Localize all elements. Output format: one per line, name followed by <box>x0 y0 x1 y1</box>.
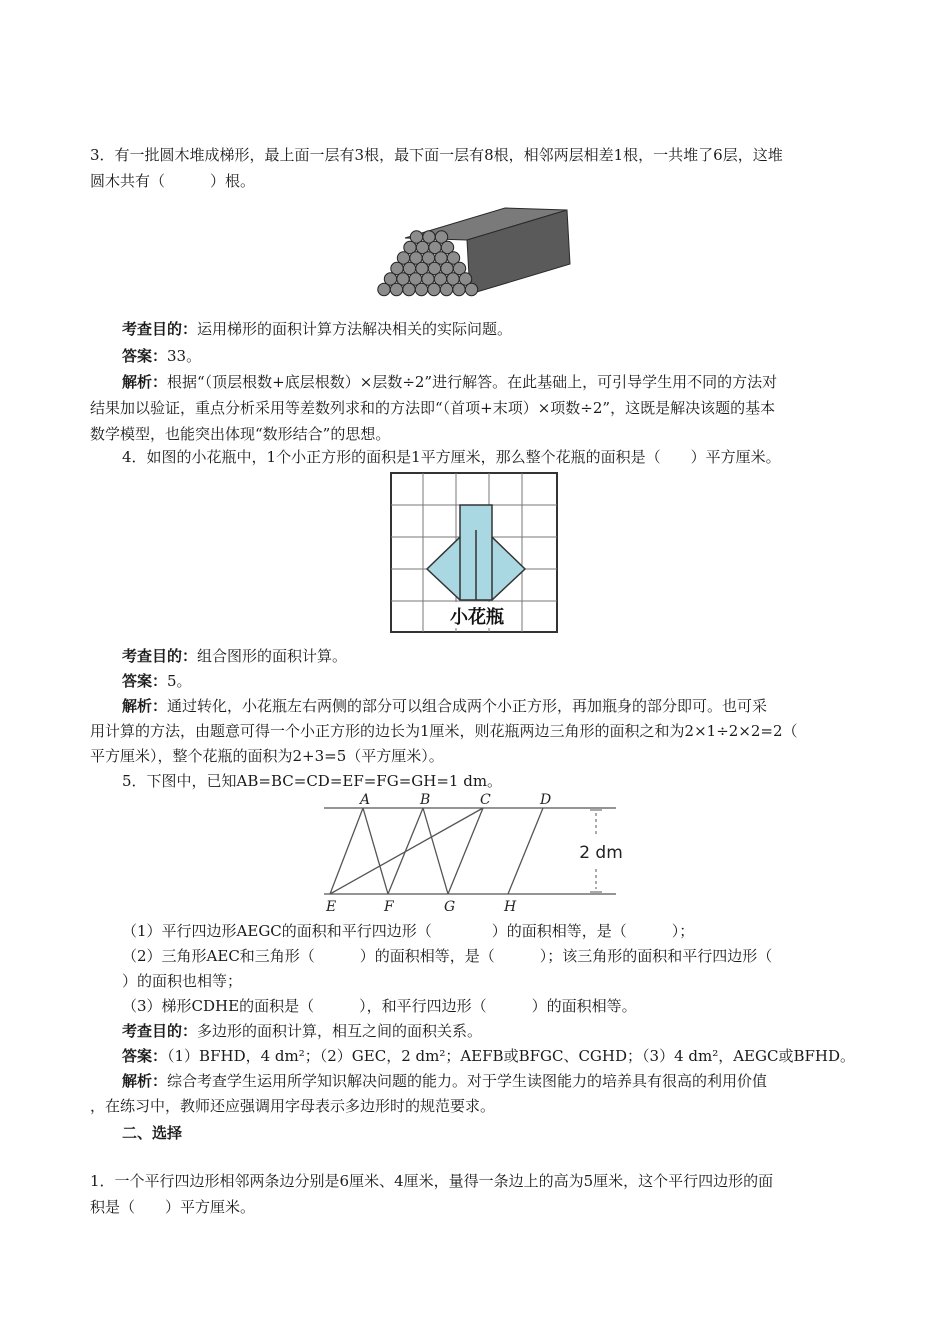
point-label-e: E <box>326 899 337 915</box>
q5-sub3: （3）梯形CDHE的面积是（ ），和平行四边形（ ）的面积相等。 <box>122 997 637 1015</box>
q3-purpose <box>122 318 862 340</box>
log-end <box>415 283 427 295</box>
purpose-text: 运用梯形的面积计算方法解决相关的实际问题。 <box>197 320 513 338</box>
point-label-b: B <box>420 793 431 808</box>
analysis-text: 根据“（顶层根数+底层根数）×层数÷2”进行解答。在此基础上，可引导学生用不同的方法对 <box>167 373 778 391</box>
point-label-d: D <box>540 793 552 808</box>
q5-sub1: （1）平行四边形AEGC的面积和平行四边形（ ）的面积相等，是（ ）； <box>122 922 695 940</box>
q3-analysis-line2: 结果加以验证，重点分析采用等差数列求和的方法即“（首项+末项）×项数÷2”，这既是解决该题的基本 <box>90 399 776 417</box>
answer-label: 答案： <box>122 672 168 690</box>
purpose-text: 多边形的面积计算，相互之间的面积关系。 <box>197 1022 483 1040</box>
log-end <box>453 283 465 295</box>
vase-label: 小花瓶 <box>450 607 504 628</box>
height-label: 2 dm <box>579 843 623 863</box>
q4-answer <box>122 670 862 692</box>
analysis-label: 解析： <box>122 697 168 715</box>
q3-text-line2: 圆木共有（ ）根。 <box>90 172 256 190</box>
q4-analysis-line3: 平方厘米），整个花瓶的面积为2+3=5（平方厘米）。 <box>90 747 444 765</box>
q5-analysis-line2: ，在练习中，教师还应强调用字母表示多边形时的规范要求。 <box>90 1097 496 1115</box>
answer-text: 5。 <box>167 672 192 690</box>
answer-label: 答案： <box>122 347 168 365</box>
analysis-text: 综合考查学生运用所学知识解决问题的能力。对于学生读图能力的培养具有很高的利用价值 <box>167 1072 768 1090</box>
q5-purpose <box>122 1020 862 1042</box>
log-end <box>440 283 452 295</box>
q3-analysis-line1 <box>122 371 862 393</box>
q4-analysis-line2: 用计算的方法，由题意可得一个小正方形的边长为1厘米，则花瓶两边三角形的面积之和为2×1÷2×2=2（ <box>90 722 798 740</box>
answer-text: （1）BFHD，4 dm²；（2）GEC，2 dm²；AEFB或BFGC、CGHD；（3）4 dm²，AEGC或BFHD。 <box>167 1047 855 1065</box>
q3-answer <box>122 345 862 367</box>
q4-purpose <box>122 645 862 667</box>
q5-sub2-line1: （2）三角形AEC和三角形（ ）的面积相等，是（ ）；该三角形的面积和平行四边形（ <box>122 947 773 965</box>
point-label-c: C <box>480 793 491 808</box>
log-end <box>378 283 390 295</box>
point-label-g: G <box>444 899 456 915</box>
analysis-label: 解析： <box>122 373 168 391</box>
q5-text-line1: 5．下图中，已知AB=BC=CD=EF=FG=GH=1 dm。 <box>122 772 503 790</box>
point-label-h: H <box>504 899 517 915</box>
log-end <box>428 283 440 295</box>
point-label-a: A <box>360 793 371 808</box>
purpose-label: 考查目的： <box>122 647 198 665</box>
q4-text-line1: 4．如图的小花瓶中，1个小正方形的面积是1平方厘米，那么整个花瓶的面积是（ ）平方厘米。 <box>122 448 781 466</box>
analysis-label: 解析： <box>122 1072 168 1090</box>
purpose-text: 组合图形的面积计算。 <box>197 647 348 665</box>
log-pile-figure <box>375 200 575 304</box>
answer-text: 33。 <box>167 347 202 365</box>
point-label-f: F <box>384 899 394 915</box>
c1-text-line1: 1．一个平行四边形相邻两条边分别是6厘米、4厘米，量得一条边上的高为5厘米，这个平行四边形的面 <box>90 1172 774 1190</box>
section-title: 二、选择 <box>122 1124 183 1142</box>
purpose-label: 考查目的： <box>122 320 198 338</box>
purpose-label: 考查目的： <box>122 1022 198 1040</box>
q3-text-line1: 3．有一批圆木堆成梯形，最上面一层有3根，最下面一层有8根，相邻两层相差1根，一共堆了6层，这堆 <box>90 146 783 164</box>
analysis-text: 通过转化，小花瓶左右两侧的部分可以组合成两个小正方形，再加瓶身的部分即可。也可采 <box>167 697 768 715</box>
q5-answer <box>122 1045 862 1067</box>
answer-label: 答案： <box>122 1047 168 1065</box>
log-end <box>390 283 402 295</box>
vase-grid-figure <box>390 472 560 634</box>
log-end <box>403 283 415 295</box>
c1-text-line2: 积是（ ）平方厘米。 <box>90 1198 256 1216</box>
log-end <box>465 283 477 295</box>
q3-analysis-line3: 数学模型，也能突出体现“数形结合”的思想。 <box>90 425 391 443</box>
q5-analysis-line1 <box>122 1070 862 1092</box>
q5-sub2-line2: ）的面积也相等； <box>122 972 243 990</box>
parallel-lines-figure <box>320 793 640 915</box>
q4-analysis-line1 <box>122 695 862 717</box>
